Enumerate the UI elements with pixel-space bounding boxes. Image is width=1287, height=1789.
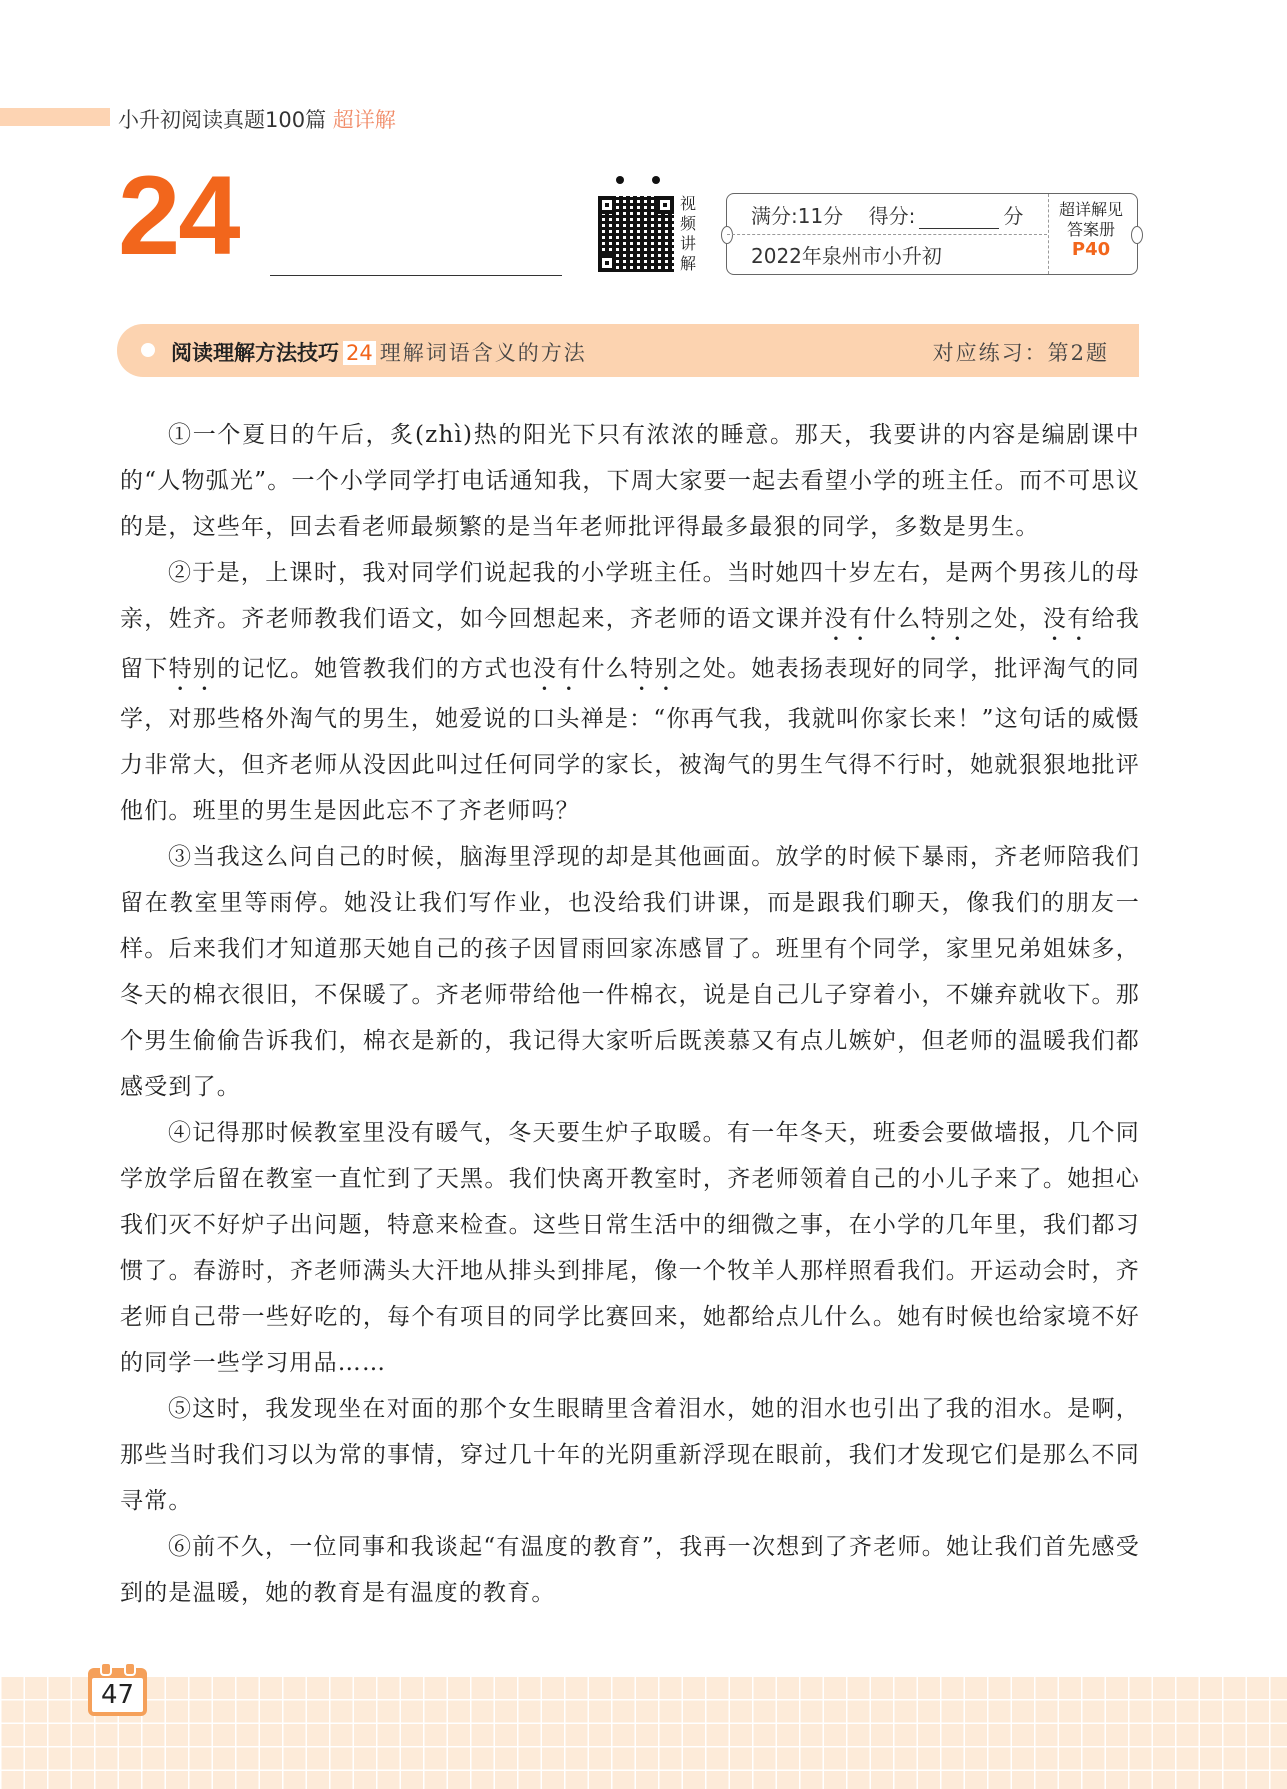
method-banner [117, 324, 1139, 377]
score-row [751, 200, 1023, 229]
antenna-dot-icon [652, 176, 660, 184]
emphasized-word: 没有 [532, 656, 582, 682]
lesson-number: 24 [118, 153, 239, 278]
paragraph-4 [120, 1110, 1140, 1386]
emphasized-word: 没有 [824, 606, 873, 632]
calendar-ring-icon [124, 1662, 136, 1676]
score-box [726, 193, 1138, 275]
text-segment: ③当我这么问自己的时候，脑海里浮现的却是其他画面。放学的时候下暴雨，齐老师陪我们留在教室里等雨停。她没让我们写作业，也没给我们讲课，而是跟我们聊天，像我们的朋友一样。后来我们才知道那天她自己的孩子因冒雨回家冻感冒了。班里有个同学，家里兄弟姐妹多，冬天的棉衣很旧，不保暖了。齐老师带给他一件棉衣，说是自己儿子穿着小，不嫌弃就收下。那个男生偷偷告诉我们，棉衣是新的，我记得大家听后既羡慕又有点儿嫉妒，但老师的温暖我们都感受到了。 [120, 844, 1140, 1100]
footer-grid [0, 1677, 1287, 1789]
emphasized-word: 特别 [630, 656, 679, 682]
full-score: 满分:11分 [751, 204, 844, 228]
text-segment: 的记忆。她管教我们的方式也 [217, 656, 533, 682]
emphasized-word: 特别 [168, 656, 218, 682]
source: 2022年泉州市小升初 [751, 244, 942, 268]
series-name: 小升初阅读真题100篇 [118, 108, 327, 132]
antenna-dot-icon [616, 176, 624, 184]
series-highlight: 超详解 [332, 108, 396, 132]
calendar-ring-icon [100, 1662, 112, 1676]
text-segment: 给我留下 [120, 606, 1140, 682]
text-segment: 之处。她表扬表现好的同学，批评淘气的同学，对那些格外淘气的男生，她爱说的口头禅是：“你再气我，我就叫你家长来！”这句话的威慑力非常大，但齐老师从没因此叫过任何同学的家长，被淘气的男生气得不行时，她就狠狠地批评他们。班里的男生是因此忘不了齐老师吗？ [120, 656, 1140, 824]
text-segment: 什么 [872, 606, 922, 632]
page-number: 47 [92, 1678, 143, 1712]
text-segment: 什么 [581, 656, 631, 682]
text-segment: ②于是，上课时，我对同学们说起我的小学班主任。当时她四十岁左右，是两个男孩儿的母亲，姓齐。齐老师教我们语文，如今回想起来，齐老师的语文课并 [120, 560, 1140, 632]
page-number-badge [88, 1668, 147, 1716]
qr-code-icon[interactable] [598, 196, 674, 272]
paragraph-5 [120, 1386, 1140, 1524]
article-body [120, 412, 1140, 1616]
paragraph-3 [120, 834, 1140, 1110]
video-explain-label: 视频讲解 [680, 194, 697, 273]
bullet-icon [141, 343, 155, 357]
header-decor-band [0, 108, 110, 126]
emphasized-word: 特别 [921, 606, 971, 632]
paragraph-6 [120, 1524, 1140, 1616]
text-segment: 之处， [970, 606, 1043, 632]
paragraph-1 [120, 412, 1140, 550]
text-segment: ①一个夏日的午后，炙(zhì)热的阳光下只有浓浓的睡意。那天，我要讲的内容是编剧课中的“人物弧光”。一个小学同学打电话通知我，下周大家要一起去看望小学的班主任。而不可思议的是，这些年，回去看老师最频繁的是当年老师批评得最多最狠的同学，多数是男生。 [120, 422, 1140, 540]
banner-number: 24 [343, 341, 376, 365]
answer-page: P40 [1071, 239, 1111, 260]
score-blank[interactable] [919, 208, 999, 229]
paragraph-2 [120, 550, 1140, 834]
text-segment: ⑤这时，我发现坐在对面的那个女生眼睛里含着泪水，她的泪水也引出了我的泪水。是啊，那些当时我们习以为常的事情，穿过几十年的光阴重新浮现在眼前，我们才发现它们是那么不同寻常。 [120, 1396, 1140, 1514]
banner-topic: 理解词语含义的方法 [379, 341, 587, 365]
emphasized-word: 没有 [1042, 606, 1092, 632]
banner-practice: 对应练习：第2题 [932, 341, 1109, 365]
score-unit: 分 [1003, 204, 1024, 228]
score-label: 得分: [868, 204, 916, 228]
answer-reference: 超详解见 答案册 P40 [1051, 200, 1131, 260]
series-title [118, 104, 396, 134]
text-segment: ⑥前不久，一位同事和我谈起“有温度的教育”，我再一次想到了齐老师。她让我们首先感受到的是温暖，她的教育是有温度的教育。 [120, 1534, 1140, 1606]
banner-title: 阅读理解方法技巧 [171, 341, 339, 365]
title-underline [270, 275, 562, 276]
text-segment: ④记得那时候教室里没有暖气，冬天要生炉子取暖。有一年冬天，班委会要做墙报，几个同学放学后留在教室一直忙到了天黑。我们快离开教室时，齐老师领着自己的小儿子来了。她担心我们灭不好炉子出问题，特意来检查。这些日常生活中的细微之事，在小学的几年里，我们都习惯了。春游时，齐老师满头大汗地从排头到排尾，像一个牧羊人那样照看我们。开运动会时，齐老师自己带一些好吃的，每个有项目的同学比赛回来，她都给点儿什么。她有时候也给家境不好的同学一些学习用品…… [120, 1120, 1140, 1376]
